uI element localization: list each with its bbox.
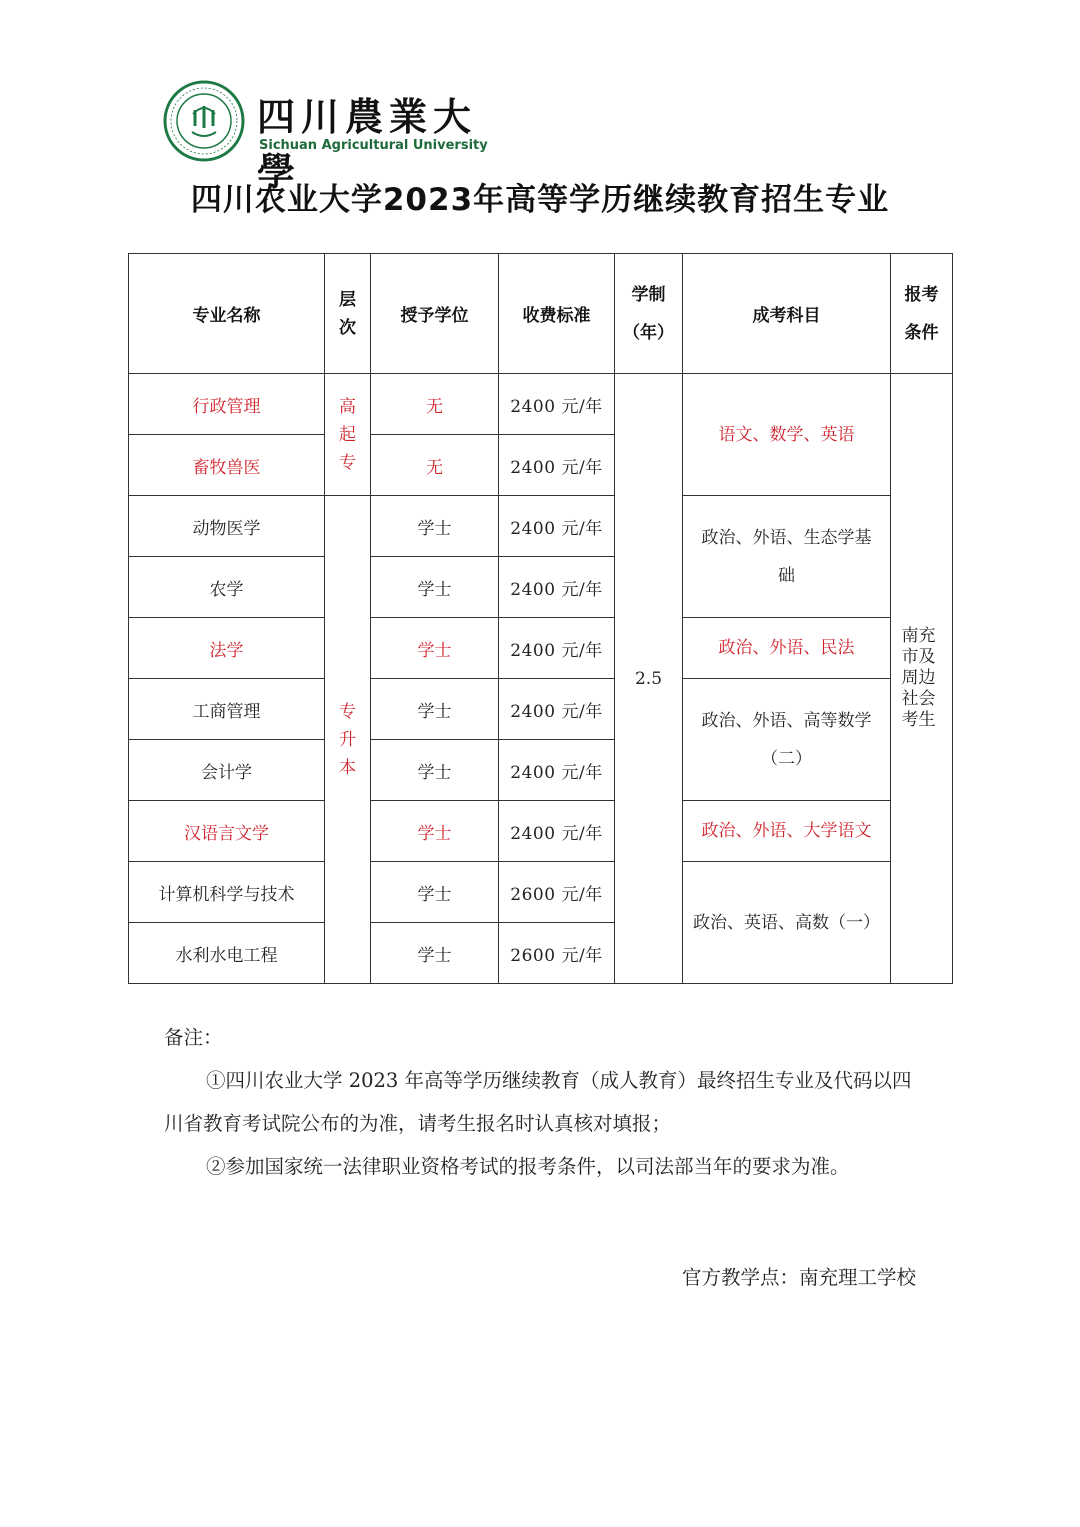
subjects-cell: 政治、外语、民法	[683, 618, 891, 679]
degree-cell: 学士	[371, 557, 499, 618]
header-level: 层次	[325, 254, 371, 374]
major-cell: 农学	[129, 557, 325, 618]
university-logo	[163, 80, 488, 194]
fee-cell: 2400 元/年	[499, 679, 615, 740]
fee-cell: 2400 元/年	[499, 801, 615, 862]
degree-cell: 学士	[371, 923, 499, 984]
degree-cell: 无	[371, 435, 499, 496]
fee-cell: 2600 元/年	[499, 923, 615, 984]
table-header-row	[129, 254, 953, 374]
majors-table	[128, 253, 953, 984]
header-major: 专业名称	[129, 254, 325, 374]
header-subjects: 成考科目	[683, 254, 891, 374]
major-cell: 计算机科学与技术	[129, 862, 325, 923]
logo-english-name: Sichuan Agricultural University	[259, 138, 488, 153]
page-title: 四川农业大学2023年高等学历继续教育招生专业	[190, 182, 890, 218]
subjects-cell: 政治、外语、生态学基础	[683, 496, 891, 618]
notes-label: 备注：	[164, 1026, 223, 1049]
note-1: ①四川农业大学 2023 年高等学历继续教育（成人教育）最终招生专业及代码以四川省教育考试院公布的为准，请考生报名时认真核对填报；	[164, 1069, 912, 1135]
degree-cell: 学士	[371, 801, 499, 862]
level-cell-zhuanshengben: 专升本	[325, 496, 371, 984]
subjects-cell: 政治、外语、大学语文	[683, 801, 891, 862]
major-cell: 行政管理	[129, 374, 325, 435]
degree-cell: 学士	[371, 496, 499, 557]
major-cell: 水利水电工程	[129, 923, 325, 984]
degree-cell: 学士	[371, 618, 499, 679]
logo-chinese-name: 四川農業大學	[257, 94, 478, 194]
fee-cell: 2400 元/年	[499, 374, 615, 435]
table-row	[129, 801, 953, 862]
note-2: ②参加国家统一法律职业资格考试的报考条件，以司法部当年的要求为准。	[206, 1155, 850, 1178]
official-teaching-point: 官方教学点：南充理工学校	[681, 1266, 916, 1289]
fee-cell: 2400 元/年	[499, 557, 615, 618]
subjects-cell: 政治、英语、高数（一）	[683, 862, 891, 984]
notes-section	[164, 1016, 924, 1188]
fee-cell: 2400 元/年	[499, 618, 615, 679]
major-cell: 会计学	[129, 740, 325, 801]
fee-cell: 2400 元/年	[499, 435, 615, 496]
fee-cell: 2400 元/年	[499, 740, 615, 801]
major-cell: 法学	[129, 618, 325, 679]
subjects-cell: 政治、外语、高等数学（二）	[683, 679, 891, 801]
table-row	[129, 679, 953, 740]
major-cell: 动物医学	[129, 496, 325, 557]
major-cell: 畜牧兽医	[129, 435, 325, 496]
duration-cell: 2.5	[615, 374, 683, 984]
header-fee: 收费标准	[499, 254, 615, 374]
table-row	[129, 374, 953, 435]
subjects-cell: 语文、数学、英语	[683, 374, 891, 496]
header-degree: 授予学位	[371, 254, 499, 374]
degree-cell: 无	[371, 374, 499, 435]
fee-cell: 2400 元/年	[499, 496, 615, 557]
table-row	[129, 618, 953, 679]
degree-cell: 学士	[371, 862, 499, 923]
major-cell: 汉语言文学	[129, 801, 325, 862]
degree-cell: 学士	[371, 679, 499, 740]
fee-cell: 2600 元/年	[499, 862, 615, 923]
university-seal-icon	[163, 80, 245, 162]
header-condition: 报考条件	[891, 254, 953, 374]
level-cell-gaoqizhuan: 高起专	[325, 374, 371, 496]
table-row	[129, 862, 953, 923]
header-duration: 学制 （年）	[615, 254, 683, 374]
table-row	[129, 496, 953, 557]
degree-cell: 学士	[371, 740, 499, 801]
major-cell: 工商管理	[129, 679, 325, 740]
condition-cell: 南充市及周边社会考生	[891, 374, 953, 984]
